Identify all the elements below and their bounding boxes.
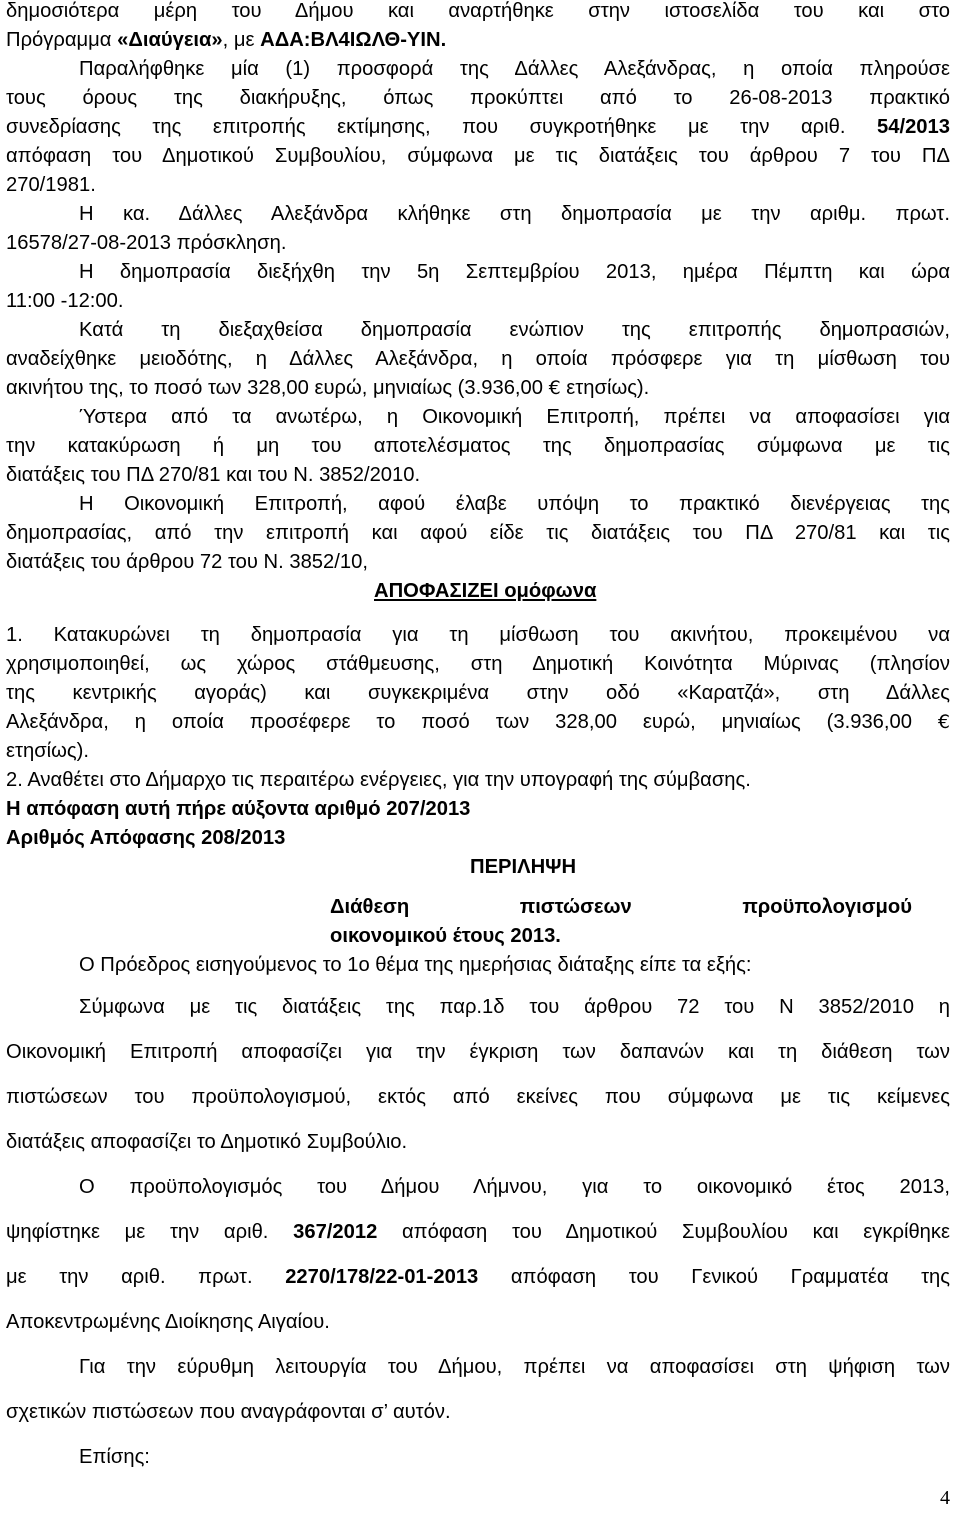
line: πιστώσεων του προϋπολογισμού, εκτός από εκείνες που σύμφωνα με τις κείμενες: [6, 1086, 950, 1108]
line: διατάξεις του άρθρου 72 του Ν. 3852/10,: [6, 551, 368, 573]
line: Αλεξάνδρα, η οποία προσέφερε το ποσό των 328,00 ευρώ, μηνιαίως (3.936,00 €: [6, 711, 951, 733]
line: διατάξεις αποφασίζει το Δημοτικό Συμβούλιο.: [6, 1131, 408, 1153]
line: διατάξεις του ΠΔ 270/81 και του Ν. 3852/2010.: [6, 464, 421, 486]
line: Η απόφαση αυτή πήρε αύξοντα αριθμό 207/2013: [6, 798, 471, 820]
subject-line: Διάθεση πιστώσεων προϋπολογισμού: [330, 896, 912, 918]
line: Παραλήφθηκε μία (1) προσφορά της Δάλλες Αλεξάνδρας, η οποία πληρούσε: [79, 58, 950, 80]
line: αναδείχθηκε μειοδότης, η Δάλλες Αλεξάνδρα, η οποία πρόσφερε για τη μίσθωση του: [6, 348, 950, 370]
line: Η κα. Δάλλες Αλεξάνδρα κλήθηκε στη δημοπρασία με την αριθμ. πρωτ.: [79, 203, 950, 225]
line: Επίσης:: [79, 1446, 150, 1468]
euro-icon: €: [548, 377, 561, 399]
euro-icon: €: [937, 711, 951, 733]
line: Σύμφωνα με τις διατάξεις της παρ.1δ του άρθρου 72 του Ν 3852/2010 η: [79, 996, 950, 1018]
line: απόφαση του Δημοτικού Συμβουλίου, σύμφωνα με τις διατάξεις του άρθρου 7 του ΠΔ: [6, 145, 950, 167]
line: Η δημοπρασία διεξήχθη την 5η Σεπτεμβρίου 2013, ημέρα Πέμπτη και ώρα: [79, 261, 950, 283]
line: ετησίως).: [6, 740, 89, 762]
line: Ο προϋπολογισμός του Δήμου Λήμνου, για το οικονομικό έτος 2013,: [79, 1176, 950, 1198]
line: Ο Πρόεδρος εισηγούμενος το 1ο θέμα της ημερήσιας διάταξης είπε τα εξής:: [79, 954, 752, 976]
line: με την αριθ. πρωτ. 2270/178/22-01-2013 απόφαση του Γενικού Γραμματέα της: [6, 1266, 951, 1288]
line: Πρόγραμμα «Διαύγεια», με ΑΔΑ:ΒΛ4ΙΩΛΘ-ΥΙΝ.: [6, 29, 447, 51]
line: τους όρους της διακήρυξης, όπως προκύπτει από το 26-08-2013 πρακτικό: [6, 87, 950, 109]
page-number: 4: [940, 1487, 950, 1509]
line: Ύστερα από τα ανωτέρω, η Οικονομική Επιτροπή, πρέπει να αποφασίσει για: [79, 406, 950, 428]
line: την κατακύρωση ή μη του αποτελέσματος της δημοπρασίας σύμφωνα με τις: [6, 435, 950, 457]
line: δημοσιότερα μέρη του Δήμου και αναρτήθηκε στην ιστοσελίδα του και στο: [6, 0, 950, 22]
line: χρησιμοποιηθεί, ως χώρος στάθμευσης, στη Δημοτική Κοινότητα Μύρινας (πλησίον: [6, 653, 950, 675]
line: Αριθμός Απόφασης 208/2013: [6, 827, 286, 849]
decision-heading: ΑΠΟΦΑΣΙΖΕΙ ομόφωνα: [374, 580, 597, 602]
line: Κατά τη διεξαχθείσα δημοπρασία ενώπιον της επιτροπής δημοπρασιών,: [79, 319, 950, 341]
line: 2. Αναθέτει στο Δήμαρχο τις περαιτέρω ενέργειες, για την υπογραφή της σύμβασης.: [6, 769, 751, 791]
line: της κεντρικής αγοράς) και συγκεκριμένα στην οδό «Καρατζά», στη Δάλλες: [6, 682, 950, 704]
line: ακινήτου της, το ποσό των 328,00 ευρώ, μηνιαίως (3.936,00 € ετησίως).: [6, 377, 650, 399]
line: 270/1981.: [6, 174, 96, 196]
line: Αποκεντρωμένης Διοίκησης Αιγαίου.: [6, 1311, 330, 1333]
summary-heading: ΠΕΡΙΛΗΨΗ: [470, 856, 577, 878]
line: Οικονομική Επιτροπή αποφασίζει για την έγκριση των δαπανών και τη διάθεση των: [6, 1041, 950, 1063]
line: 1. Κατακυρώνει τη δημοπρασία για τη μίσθωση του ακινήτου, προκειμένου να: [6, 624, 950, 646]
line: δημοπρασίας, από την επιτροπή και αφού είδε τις διατάξεις του ΠΔ 270/81 και τις: [6, 522, 950, 544]
line: 16578/27-08-2013 πρόσκληση.: [6, 232, 287, 254]
line: συνεδρίασης της επιτροπής εκτίμησης, που συγκροτήθηκε με την αριθ. 54/2013: [6, 116, 950, 138]
subject-line: οικονομικού έτους 2013.: [330, 925, 561, 947]
line: Η Οικονομική Επιτροπή, αφού έλαβε υπόψη το πρακτικό διενέργειας της: [79, 493, 950, 515]
line: Για την εύρυθμη λειτουργία του Δήμου, πρέπει να αποφασίσει στη ψήφιση των: [79, 1356, 950, 1378]
line: σχετικών πιστώσεων που αναγράφονται σ’ αυτόν.: [6, 1401, 451, 1423]
line: 11:00 -12:00.: [6, 290, 124, 312]
line: ψηφίστηκε με την αριθ. 367/2012 απόφαση του Δημοτικού Συμβουλίου και εγκρίθηκε: [6, 1221, 950, 1243]
